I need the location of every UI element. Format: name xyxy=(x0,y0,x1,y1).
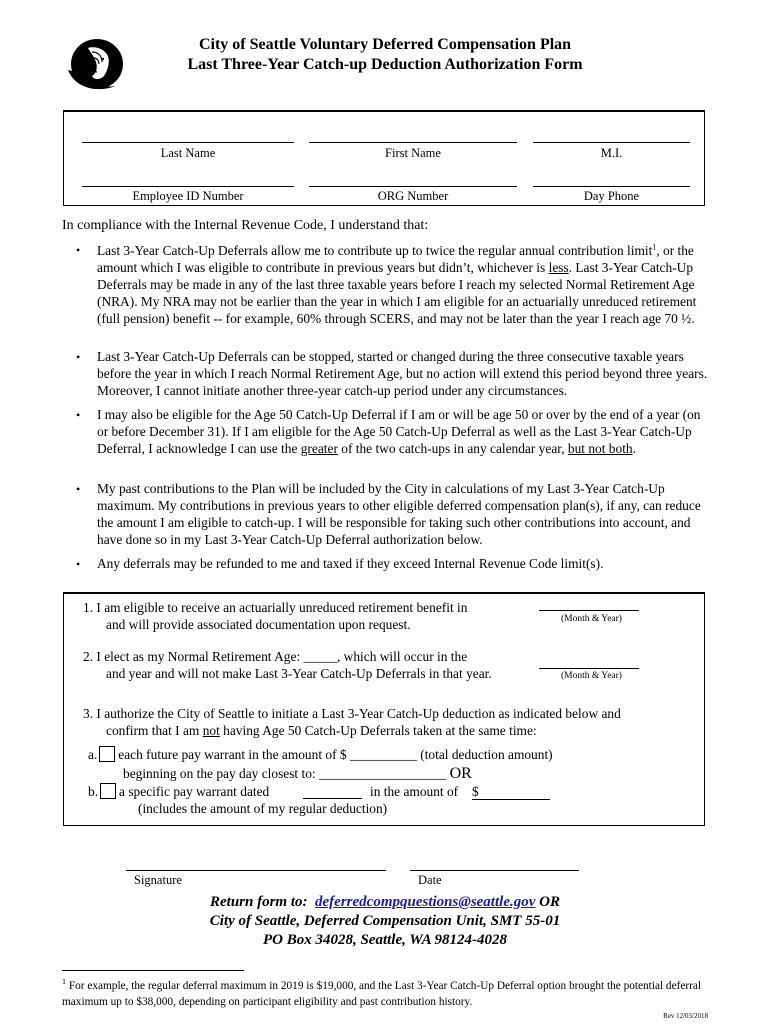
option-b-amount-field[interactable] xyxy=(472,799,550,800)
option-b-line2: (includes the amount of my regular deduction) xyxy=(138,801,388,816)
email-link[interactable]: deferredcompquestions@seattle.gov xyxy=(315,894,536,910)
mi-field[interactable] xyxy=(533,142,690,143)
item2-date-field[interactable] xyxy=(539,668,639,669)
or-label: OR xyxy=(449,765,472,782)
item1-date-field[interactable] xyxy=(539,610,639,611)
first-name-label: First Name xyxy=(385,146,441,160)
signature-field[interactable] xyxy=(126,870,386,871)
option-b-dollar-sign: $ xyxy=(472,784,479,799)
employee-id-label: Employee ID Number xyxy=(132,189,244,203)
bullet-4: My past contributions to the Plan will be included by the City in calculations of my Last 3-Year Catch-Up maximum. My contributions in previous years to other eligible deferred compensation plan(s), if any, can reduce the amount I am eligible to catch-up. I will be responsible for taking such other contributions into account, and have done so in my Last 3-Year Catch-Up Deferral authorization below. xyxy=(97,481,701,547)
bullet-icon: • xyxy=(76,557,81,571)
date-label: Date xyxy=(418,873,442,887)
item1-line2: and will provide associated documentation upon request. xyxy=(106,617,411,632)
bullet-icon: • xyxy=(76,482,81,496)
bullet-5: Any deferrals may be refunded to me and taxed if they exceed Internal Revenue Code limit(s). xyxy=(97,556,604,571)
footnote: $^1$ For example, the regular deferral maximum in 2019 is $19,000, and the Last 3-Year Catch-Up Deferral option brought the potential deferral maximum up to $38,000, depending on participant eligibility and past contribution history. xyxy=(62,977,702,1008)
day-phone-field[interactable] xyxy=(533,186,690,187)
bullet-icon: • xyxy=(76,243,81,257)
org-number-field[interactable] xyxy=(309,186,517,187)
footnote-rule xyxy=(62,970,244,971)
last-name-field[interactable] xyxy=(82,142,294,143)
signature-label: Signature xyxy=(134,873,182,887)
option-a-line2: beginning on the pay day closest to: ___________________ OR xyxy=(123,765,472,782)
bullet-icon: • xyxy=(76,408,81,422)
option-b-row: b. a specific pay warrant dated xyxy=(88,784,270,799)
employee-info-box xyxy=(63,110,705,206)
item1-line1: 1. I am eligible to receive an actuarially unreduced retirement benefit in xyxy=(83,600,468,615)
bullet-3: I may also be eligible for the Age 50 Catch-Up Deferral if I am or will be age 50 or over by the end of a year (on or before December 31). If I am eligible for the Age 50 Catch-Up Deferral as well as the Last 3-Year Catch-Up Deferral, I acknowledge I can use the greater of the two catch-ups in any calendar year, but not both. xyxy=(97,407,701,456)
intro-text: In compliance with the Internal Revenue Code, I understand that: xyxy=(62,218,429,233)
return-line2: City of Seattle, Deferred Compensation Unit, SMT 55-01 xyxy=(209,913,561,929)
date-field[interactable] xyxy=(410,870,579,871)
option-b-amount-label: in the amount of xyxy=(370,784,459,799)
option-a-checkbox[interactable] xyxy=(99,746,115,762)
revision-label: Rev 12/03/2018 xyxy=(663,1012,708,1020)
item1-month-year-label: (Month & Year) xyxy=(561,614,622,624)
first-name-field[interactable] xyxy=(309,142,517,143)
item2-month-year-label: (Month & Year) xyxy=(561,671,622,681)
return-line1: Return form to: deferredcompquestions@seattle.gov OR xyxy=(210,894,560,910)
item3-line2: confirm that I am not having Age 50 Catch-Up Deferrals taken at the same time: xyxy=(106,723,537,738)
bullet-icon: • xyxy=(76,350,81,364)
item2-line1: 2. I elect as my Normal Retirement Age: _____, which will occur in the xyxy=(83,649,468,664)
employee-id-field[interactable] xyxy=(82,186,294,187)
election-box xyxy=(63,592,705,826)
mi-label: M.I. xyxy=(600,146,623,160)
form-title-line2: Last Three-Year Catch-up Deduction Authorization Form xyxy=(187,56,583,73)
option-b-date-field[interactable] xyxy=(303,798,362,799)
org-number-label: ORG Number xyxy=(377,189,449,203)
option-a-row: a. each future pay warrant in the amount of $ __________ (total deduction amount) xyxy=(88,747,553,762)
option-b-checkbox[interactable] xyxy=(100,783,116,799)
footnote-ref: 1 xyxy=(652,242,657,252)
item3-line1: 3. I authorize the City of Seattle to initiate a Last 3-Year Catch-Up deduction as indicated below and xyxy=(83,706,621,721)
bullet-1: Last 3-Year Catch-Up Deferrals allow me to contribute up to twice the regular annual contribution limit$^1$, or the amount which I was eligible to contribute in previous years but didn’t, whichever is less. Last 3-Year Catch-Up Deferrals may be made in any of the last three taxable years before I reach my selected Normal Retirement Age (NRA). My NRA may not be earlier than the year in which I am eligible for an actuarially unreduced retirement (full pension) benefit -- for example, 60% through SCERS, and may not be later than the year I reach age 70 ½. xyxy=(97,242,697,326)
day-phone-label: Day Phone xyxy=(583,189,640,203)
return-line3: PO Box 34028, Seattle, WA 98124-4028 xyxy=(262,932,508,948)
last-name-label: Last Name xyxy=(160,146,216,160)
item2-line2: and year and will not make Last 3-Year Catch-Up Deferrals in that year. xyxy=(106,666,492,681)
bullet-2: Last 3-Year Catch-Up Deferrals can be stopped, started or changed during the three consecutive taxable years before the year in which I reach Normal Retirement Age, but no action will extend this period beyond three years. Moreover, I cannot initiate another three-year catch-up period under any circumstances. xyxy=(97,349,708,398)
form-title-line1: City of Seattle Voluntary Deferred Compensation Plan xyxy=(198,36,572,53)
